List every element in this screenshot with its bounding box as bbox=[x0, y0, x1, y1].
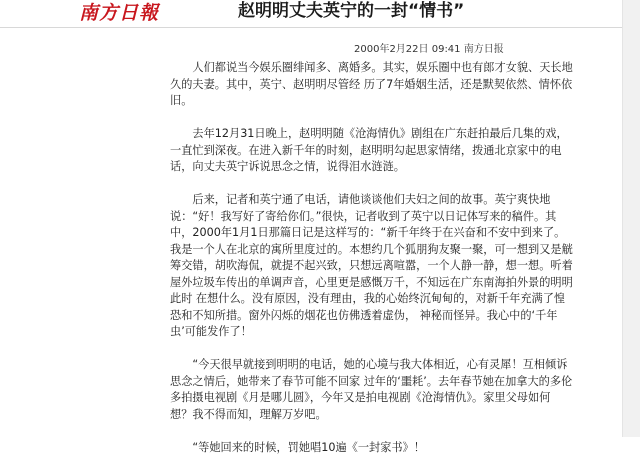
article-title: 赵明明丈夫英宁的一封“情书” bbox=[238, 1, 465, 21]
article-paragraph: “等她回来的时候，罚她唱10遍《一封家书》！ bbox=[192, 440, 425, 454]
article-source-line: 2000年2月22日 09:41 南方日报 bbox=[354, 44, 504, 55]
header-divider bbox=[0, 27, 640, 28]
article-paragraph: 后来，记者和英宁通了电话，请他谈谈他们夫妇之间的故事。英宁爽快地说：“好！我写好了寄给你们。”很快，记者收到了英宁以日记体写来的稿件。其中，2000年1月1日那篇日记是这样写的：“新千年终于在兴奋和不安中到来了。 我是一个人在北京的寓所里度过的。本想约几个狐朋狗友聚一聚，可一想到又是觥筹交错，胡吹海侃，就提不起兴致，只想远离喧嚣，一个人静一静，想一想。听着屋外垃圾车传出的单调声音，心里更是感慨万千，不知远在广东南海拍外景的明明此时 在想什么。没有原因，没有理由，我的心始终沉甸甸的，对新千年充满了惶恐和不知所措。窗外闪烁的烟花也仿佛透着虚伪， 神秘而怪异。我心中的‘千年虫’可能发作了！ bbox=[170, 193, 573, 338]
article-paragraph: 去年12月31日晚上，赵明明随《沧海情仇》剧组在广东赶拍最后几集的戏，一直忙到深夜。在进入新千年的时刻，赵明明勾起思家情绪，拨通北京家中的电话，向丈夫英宁诉说思念之情，说得泪水涟涟。 bbox=[170, 127, 568, 173]
article-paragraph: “今天很早就接到明明的电话，她的心境与我大体相近，心有灵犀！互相倾诉思念之情后，她带来了春节可能不回家 过年的‘噩耗’。去年春节她在加拿大的多伦多拍摄电视剧《月是哪儿圆》，今年又是拍电视剧《沧海情仇》。家里父母如何 想？我不得而知，理解万岁吧。 bbox=[170, 358, 573, 421]
page-header bbox=[0, 0, 640, 27]
vertical-scrollbar[interactable] bbox=[622, 0, 640, 437]
article-body bbox=[170, 60, 574, 473]
article-paragraph: 人们都说当今娱乐圈绯闻多、离婚多。其实，娱乐圈中也有郎才女貌、天长地久的夫妻。其中，英宁、赵明明尽管经 历了7年婚姻生活，还是默契依然、情怀依旧。 bbox=[170, 61, 573, 107]
newspaper-logo[interactable]: 南方日報 bbox=[79, 2, 160, 24]
